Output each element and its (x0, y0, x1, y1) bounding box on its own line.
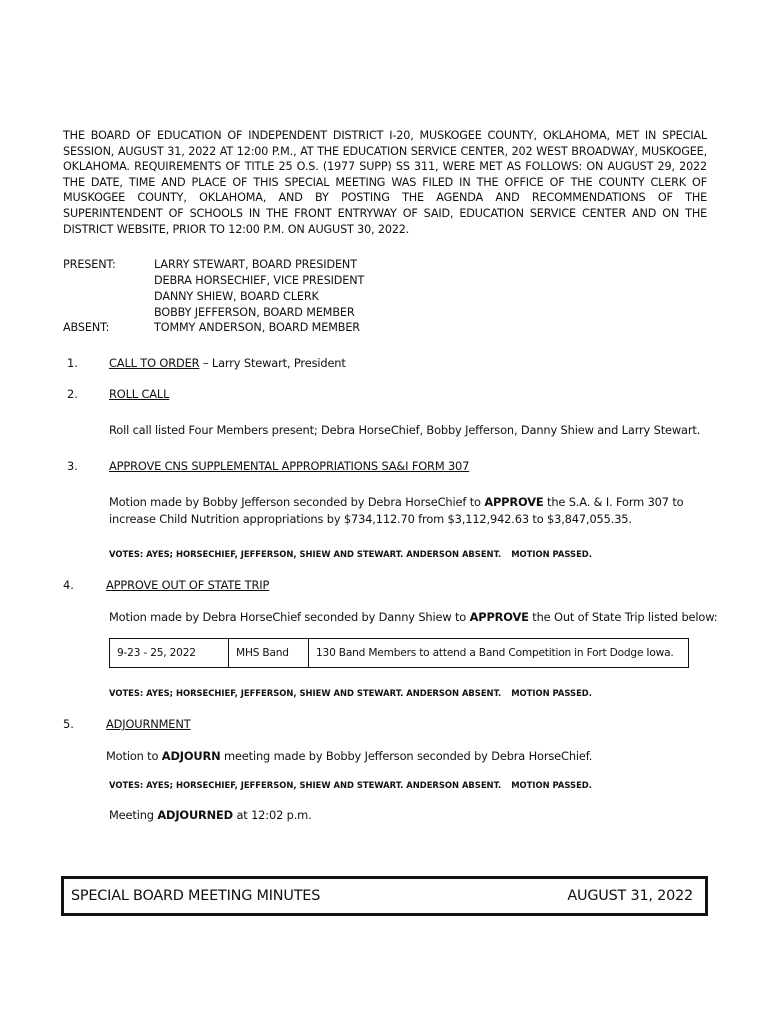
item-heading (109, 356, 346, 370)
item-title: ADJOURNMENT (106, 717, 191, 731)
item-title: APPROVE OUT OF STATE TRIP (106, 578, 270, 592)
motion-text-part: the S.A. & I. Form 307 to (543, 495, 684, 509)
adjourned-text-part: at 12:02 p.m. (233, 808, 312, 822)
votes-text: VOTES: AYES; HORSECHIEF, JEFFERSON, SHIEW AND STEWART. ANDERSON ABSENT. (109, 549, 502, 559)
item-number: 2. (67, 387, 78, 401)
absent-member: TOMMY ANDERSON, BOARD MEMBER (154, 321, 360, 334)
item-presider: – Larry Stewart, President (199, 356, 346, 370)
item-number: 5. (63, 717, 74, 731)
motion-action: APPROVE (484, 495, 544, 509)
trip-dates: 9-23 - 25, 2022 (110, 639, 229, 667)
votes-line (109, 549, 592, 559)
item-number: 1. (67, 356, 78, 370)
motion-text-part: meeting made by Bobby Jefferson seconded by Debra HorseChief. (220, 749, 593, 763)
motion-text (109, 609, 717, 626)
motion-text-part: the Out of State Trip listed below: (528, 610, 718, 624)
present-member: BOBBY JEFFERSON, BOARD MEMBER (154, 306, 355, 319)
item-number: 4. (63, 578, 74, 592)
roll-call-text: Roll call listed Four Members present; Debra HorseChief, Bobby Jefferson, Danny Shiew and Larry Stewart. (109, 423, 701, 437)
motion-text (109, 494, 683, 511)
footer-box (61, 876, 708, 916)
footer-title: SPECIAL BOARD MEETING MINUTES (71, 888, 321, 904)
trip-group: MHS Band (229, 639, 309, 667)
motion-passed: MOTION PASSED. (511, 549, 592, 559)
motion-text-part: Motion made by Debra HorseChief seconded by Danny Shiew to (109, 610, 470, 624)
footer-date: AUGUST 31, 2022 (567, 888, 693, 904)
votes-text: VOTES: AYES; HORSECHIEF, JEFFERSON, SHIEW AND STEWART. ANDERSON ABSENT. (109, 688, 502, 698)
adjourned-text-part: Meeting (109, 808, 158, 822)
present-member: DANNY SHIEW, BOARD CLERK (154, 290, 319, 303)
absent-label: ABSENT: (63, 321, 110, 334)
motion-text-line2: increase Child Nutrition appropriations by $734,112.70 from $3,112,942.63 to $3,847,055.35. (109, 512, 632, 526)
adjourned-text (109, 807, 312, 824)
present-label: PRESENT: (63, 258, 116, 271)
item-title: CALL TO ORDER (109, 356, 200, 370)
present-member: LARRY STEWART, BOARD PRESIDENT (154, 258, 357, 271)
votes-text: VOTES: AYES; HORSECHIEF, JEFFERSON, SHIEW AND STEWART. ANDERSON ABSENT. (109, 780, 502, 790)
trip-description: 130 Band Members to attend a Band Competition in Fort Dodge Iowa. (316, 647, 674, 659)
item-number: 3. (67, 459, 78, 473)
motion-action: APPROVE (469, 610, 529, 624)
motion-text-part: Motion to (106, 749, 162, 763)
motion-passed: MOTION PASSED. (511, 688, 592, 698)
item-title: APPROVE CNS SUPPLEMENTAL APPROPRIATIONS SA&I FORM 307 (109, 459, 470, 473)
motion-action: ADJOURN (161, 749, 221, 763)
motion-passed: MOTION PASSED. (511, 780, 592, 790)
adjourned-action: ADJOURNED (157, 808, 233, 822)
motion-text (106, 748, 592, 765)
item-title: ROLL CALL (109, 387, 170, 401)
trip-table (109, 638, 689, 668)
intro-paragraph: THE BOARD OF EDUCATION OF INDEPENDENT DISTRICT I-20, MUSKOGEE COUNTY, OKLAHOMA, MET IN SPECIAL SESSION, AUGUST 31, 2022 AT 12:00 P.M., AT THE EDUCATION SERVICE CENTER, 202 WEST BROADWAY, MUSKOGEE, OKLAHOMA. REQUIREMENTS OF TITLE 25 O.S. (1977 SUPP) SS 311, WERE MET AS FOLLOWS: ON AUGUST 29, 2022 THE DATE, TIME AND PLACE OF THIS SPECIAL MEETING WAS FILED IN THE OFFICE OF THE COUNTY CLERK OF MUSKOGEE COUNTY, OKLAHOMA, AND BY POSTING THE AGENDA AND RECOMMENDATIONS OF THE SUPERINTENDENT OF SCHOOLS IN THE FRONT ENTRYWAY OF SAID, EDUCATION SERVICE CENTER AND ON THE DISTRICT WEBSITE, PRIOR TO 12:00 P.M. ON AUGUST 30, 2022. (63, 129, 707, 236)
motion-text-part: Motion made by Bobby Jefferson seconded by Debra HorseChief to (109, 495, 485, 509)
present-member: DEBRA HORSECHIEF, VICE PRESIDENT (154, 274, 365, 287)
votes-line (109, 688, 592, 698)
votes-line (109, 780, 592, 790)
